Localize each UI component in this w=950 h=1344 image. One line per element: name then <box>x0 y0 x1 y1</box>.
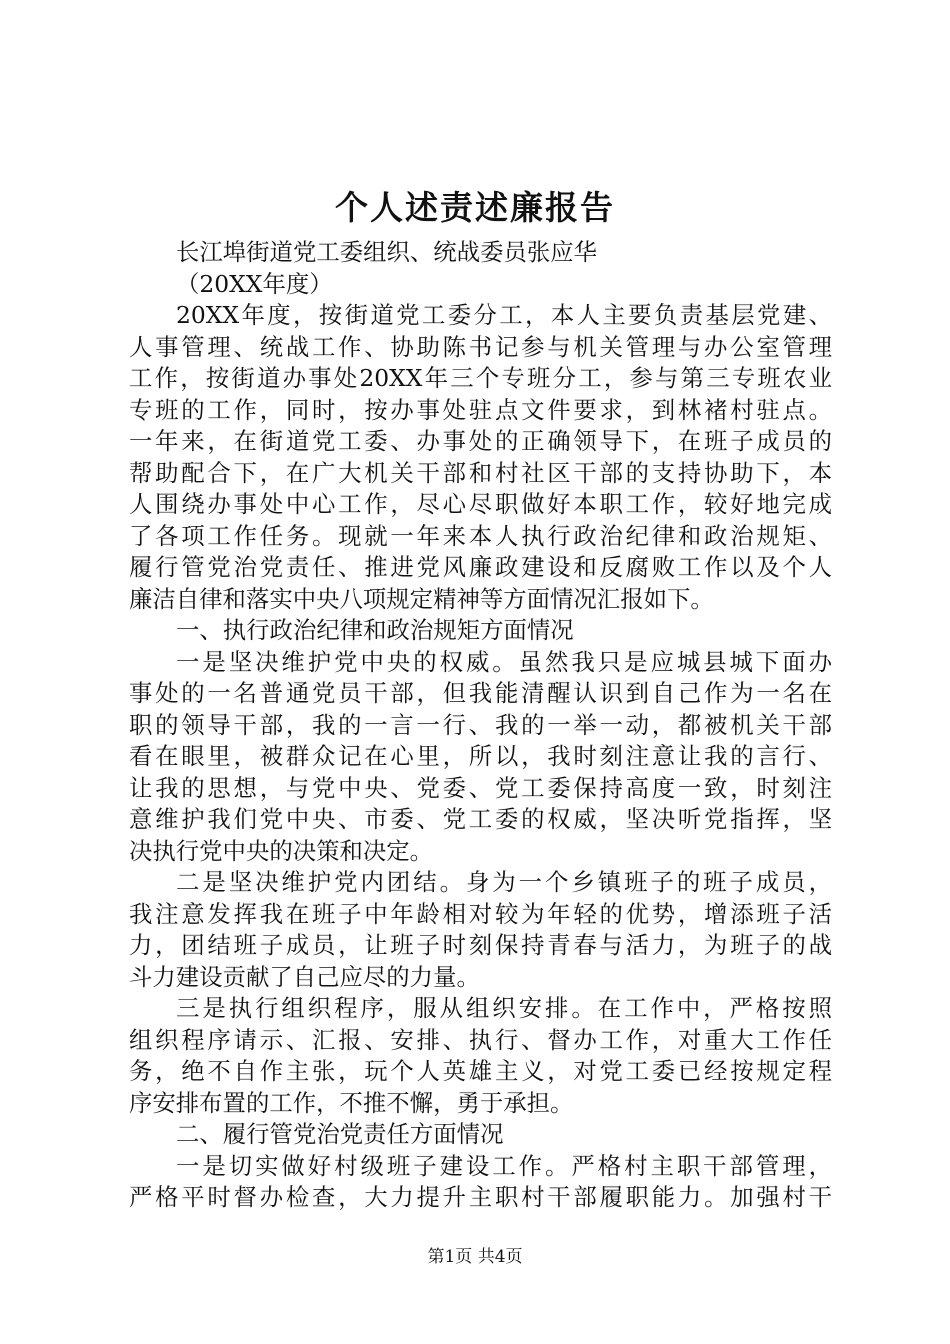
text-line: 职的领导干部，我的一言一行、我的一举一动，都被机关干部 <box>129 710 832 739</box>
text-line: 一、执行政治纪律和政治规矩方面情况 <box>176 616 574 644</box>
text-line: 专班的工作，同时，按办事处驻点文件要求，到林褚村驻点。 <box>129 395 832 424</box>
document-body <box>129 237 832 1214</box>
text-line: 人事管理、统战工作、协助陈书记参与机关管理与办公室管理 <box>129 332 832 361</box>
text-line: 20XX年度，按街道党工委分工，本人主要负责基层党建、 <box>176 301 832 329</box>
text-line: 工作，按街道办事处20XX年三个专班分工，参与第三专班农业 <box>129 364 832 392</box>
page-footer: 第1页 共4页 <box>427 1247 523 1267</box>
text-line: 我注意发挥我在班子中年龄相对较为年轻的优势，增添班子活 <box>129 899 832 928</box>
text-line: 斗力建设贡献了自己应尽的力量。 <box>129 962 480 991</box>
text-line: 三是执行组织程序，服从组织安排。在工作中，严格按照 <box>176 994 832 1022</box>
text-line: 履行管党治党责任、推进党风廉政建设和反腐败工作以及个人 <box>129 553 832 581</box>
text-line: 廉洁自律和落实中央八项规定精神等方面情况汇报如下。 <box>129 584 714 613</box>
text-line: 决执行党中央的决策和决定。 <box>129 836 434 865</box>
text-line: 严格平时督办检查，大力提升主职村干部履职能力。加强村干 <box>129 1183 832 1211</box>
year-line: （20XX年度） <box>176 269 333 298</box>
author-line: 长江埠街道党工委组织、统战委员张应华 <box>176 238 598 266</box>
document-title: 个人述责述廉报告 <box>335 188 615 227</box>
text-line: 务，绝不自作主张，玩个人英雄主义，对党工委已经按规定程 <box>129 1057 832 1085</box>
text-line: 组织程序请示、汇报、安排、执行、督办工作，对重大工作任 <box>129 1025 832 1054</box>
text-line: 力，团结班子成员，让班子时刻保持青春与活力，为班子的战 <box>129 931 832 959</box>
text-line: 帮助配合下，在广大机关干部和村社区干部的支持协助下，本 <box>129 458 832 487</box>
text-line: 看在眼里，被群众记在心里，所以，我时刻注意让我的言行、 <box>129 742 832 770</box>
text-line: 一是坚决维护党中央的权威。虽然我只是应城县城下面办 <box>176 647 832 676</box>
text-line: 一年来，在街道党工委、办事处的正确领导下，在班子成员的 <box>129 427 832 455</box>
text-line: 二是坚决维护党内团结。身为一个乡镇班子的班子成员， <box>176 868 832 896</box>
text-line: 一是切实做好村级班子建设工作。严格村主职干部管理， <box>176 1151 832 1180</box>
text-line: 事处的一名普通党员干部，但我能清醒认识到自己作为一名在 <box>129 679 832 707</box>
text-line: 意维护我们党中央、市委、党工委的权威，坚决听党指挥，坚 <box>129 805 832 833</box>
text-line: 二、履行管党治党责任方面情况 <box>176 1120 504 1148</box>
text-line: 序安排布置的工作，不推不懈，勇于承担。 <box>129 1088 574 1117</box>
text-line: 了各项工作任务。现就一年来本人执行政治纪律和政治规矩、 <box>129 521 832 550</box>
text-line: 人围绕办事处中心工作，尽心尽职做好本职工作，较好地完成 <box>129 490 832 518</box>
report-text <box>129 300 832 1214</box>
text-line: 让我的思想，与党中央、党委、党工委保持高度一致，时刻注 <box>129 773 832 802</box>
